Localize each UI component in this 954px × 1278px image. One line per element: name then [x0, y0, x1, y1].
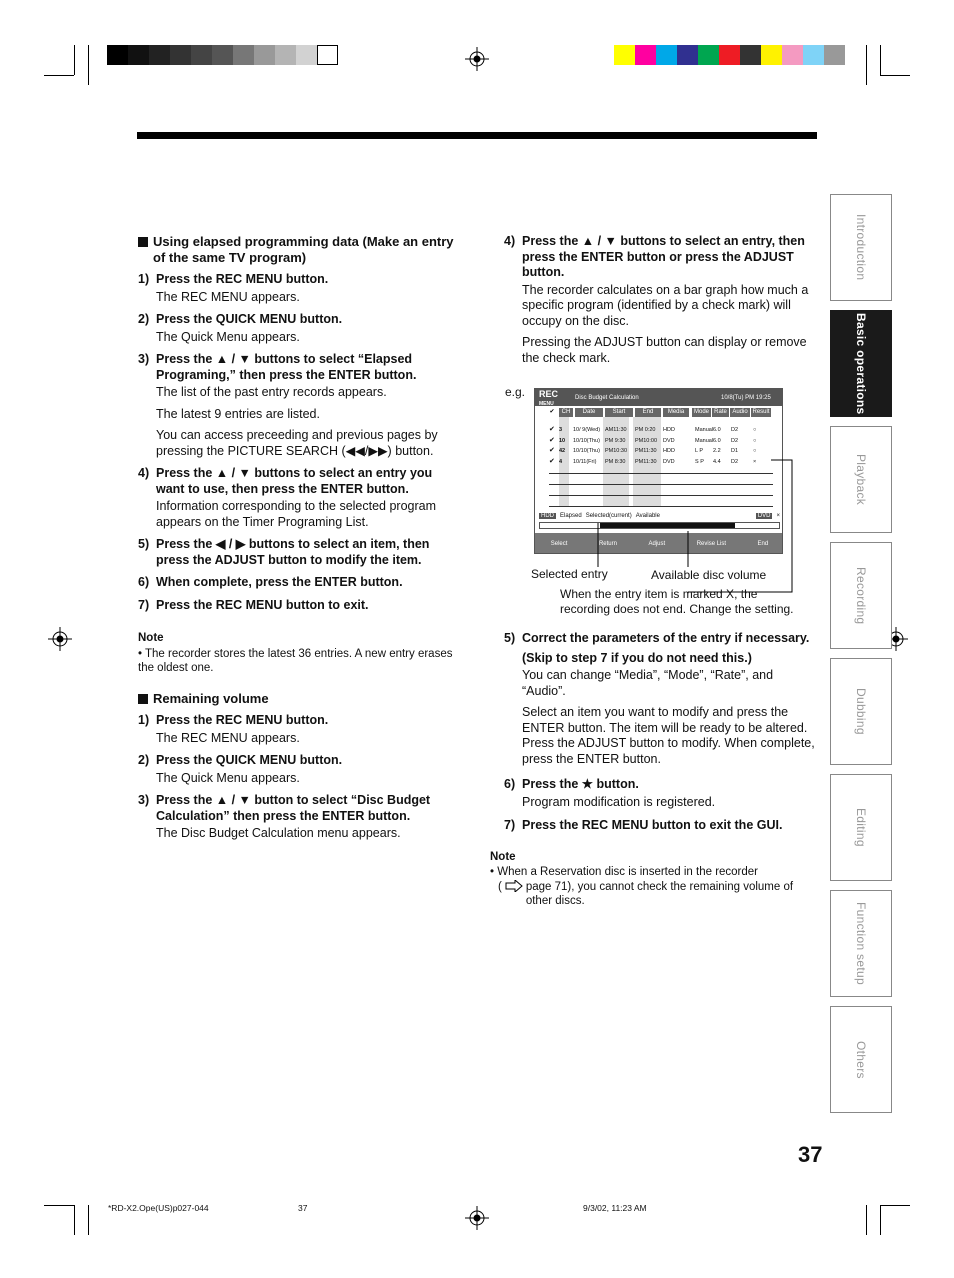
- screen-cell: L P: [695, 448, 704, 454]
- registration-mark-icon: [465, 1206, 489, 1230]
- crop-mark: [880, 1205, 881, 1235]
- screen-cell: PM 0:20: [635, 427, 656, 433]
- screen-cell: PM 9:30: [605, 437, 626, 444]
- crop-mark: [88, 1205, 89, 1235]
- color-swatch: [191, 45, 212, 65]
- check-icon: ✔: [549, 426, 555, 433]
- tab-editing[interactable]: Editing: [830, 774, 892, 881]
- screen-cell: PM 8:30: [605, 458, 626, 465]
- color-swatch: [740, 45, 761, 65]
- rec-menu-logo: REC MENU: [539, 389, 559, 407]
- step-4: 4) Press the ▲ / ▼ buttons to select an entry, then press the ENTER button or press the ADJUST button.: [504, 234, 805, 279]
- footer-page: 37: [298, 1203, 308, 1213]
- step-list: [138, 272, 463, 613]
- screen-cell: D2: [731, 437, 739, 444]
- step-item: 3) Press the ▲ / ▼ buttons to select “Elapsed Programing,” then press the ENTER button. The list of the past entry records appears. The latest 9 entries are listed. You can access preceeding and previous pages by pressing the PICTURE SEARCH (◀◀/▶▶) button.: [138, 352, 438, 458]
- screen-cell: 6.0: [713, 437, 721, 444]
- screen-cell: ×: [753, 458, 757, 465]
- screen-cell: PM10:30: [605, 448, 628, 454]
- note-heading: Note: [138, 632, 164, 644]
- color-swatch: [233, 45, 254, 65]
- screen-cell: DVD: [663, 437, 675, 444]
- step-item: 2) Press the QUICK MENU button. The Quick Menu appears.: [138, 312, 343, 344]
- step-body: Pressing the ADJUST button can display or remove the check mark.: [522, 335, 807, 365]
- screen-title: Disc Budget Calculation: [575, 395, 639, 401]
- screen-cell: 10/11(Fri): [573, 458, 597, 465]
- color-swatch: [656, 45, 677, 65]
- screen-cell: 10/10(Thu): [573, 448, 600, 454]
- screen-column-header: Audio: [730, 408, 750, 417]
- screen-cell: PM11:30: [635, 448, 657, 454]
- color-swatch: [677, 45, 698, 65]
- crop-mark: [74, 45, 75, 75]
- screen-cell: D2: [731, 458, 739, 465]
- bullet-square-icon: [138, 694, 148, 704]
- color-swatch: [275, 45, 296, 65]
- crop-mark: [880, 1205, 910, 1206]
- crop-mark: [880, 45, 881, 75]
- screen-cell: 42: [559, 448, 566, 454]
- screen-cell: 10: [559, 437, 566, 444]
- example-label: e.g.: [505, 385, 526, 399]
- screen-cell: PM10:00: [635, 437, 658, 444]
- note-text: • The recorder stores the latest 36 entries. A new entry erases the oldest one.: [138, 647, 453, 674]
- screen-button-end: End: [757, 541, 769, 547]
- step-5: 5) Correct the parameters of the entry if necessary.: [504, 631, 810, 645]
- color-swatch: [296, 45, 317, 65]
- color-swatch: [614, 45, 635, 65]
- registration-mark-icon: [48, 627, 72, 651]
- step-7: 7) Press the REC MENU button to exit the GUI.: [504, 818, 783, 832]
- screen-column-header: Media: [663, 408, 689, 417]
- section-heading: Remaining volume: [138, 691, 463, 707]
- step-item: 5) Press the ◀ / ▶ buttons to select an item, then press the ADJUST button to modify the item.: [138, 537, 430, 567]
- star-icon: ★: [581, 777, 593, 791]
- screen-cell: 10/10(Thu): [573, 437, 600, 444]
- screen-cell: D1: [731, 448, 739, 454]
- note-text: • When a Reservation disc is inserted in the recorder: [490, 866, 759, 878]
- bullet-square-icon: [138, 237, 148, 247]
- step-item: 2) Press the QUICK MENU button. The Quick Menu appears.: [138, 753, 343, 785]
- note-block: Note • When a Reservation disc is inserted in the recorder ( page 71), you cannot check the remaining volume of other discs.: [490, 850, 820, 909]
- screen-cell: Manual: [695, 427, 714, 433]
- tab-recording[interactable]: Recording: [830, 542, 892, 649]
- color-swatch: [128, 45, 149, 65]
- note-heading: Note: [490, 850, 516, 863]
- screen-column-header: CH: [559, 408, 573, 417]
- screen-button-return: Return: [598, 541, 617, 547]
- step-body: The recorder calculates on a bar graph how much a specific program (identified by a check mark) will occupy on the disc.: [522, 282, 809, 328]
- screen-cell: ○: [753, 427, 757, 433]
- page-arrow-icon: [505, 880, 523, 892]
- step-item: 1) Press the REC MENU button. The REC MENU appears.: [138, 272, 329, 304]
- screen-cell: S P: [695, 458, 704, 465]
- screen-cell: HDD: [663, 427, 675, 433]
- screen-title-bar: [535, 389, 783, 406]
- screen-cell: 4: [559, 458, 563, 465]
- registration-mark-icon: [465, 47, 489, 71]
- right-column-lower: 5) Correct the parameters of the entry if necessary. (Skip to step 7 if you do not need this.) You can change “Media”, “Mode”, “Rate”, and “Audio”. Select an item you want to modify and press the ENTER button. The item will be ready to be altered. Press the ADJUST button to modify. When complete, press the ENTER button. 6) Press the ★ button. Program modification is registered. 7) Press the REC MENU button to exit the GUI. Note • When a Reservation disc is inserted in the recorder ( page 71), you cannot check the remaining volume of other discs.: [504, 631, 820, 909]
- tab-introduction[interactable]: Introduction: [830, 194, 892, 301]
- step-6: 6) Press the ★ button.: [504, 777, 639, 791]
- step-item: 4) Press the ▲ / ▼ buttons to select an entry you want to use, then press the ENTER button. Information corresponding to the selected program appears on the Timer Programing List.: [138, 466, 437, 529]
- color-swatch: [107, 45, 128, 65]
- screen-column-header: Rate: [712, 408, 729, 417]
- callout-x-mark: When the entry item is marked X, the recording does not end. Change the setting.: [560, 587, 794, 616]
- screen-column-header: Date: [575, 408, 603, 417]
- screen-datetime: 10/8(Tu) PM 19:25: [721, 395, 771, 401]
- check-icon: ✔: [549, 457, 555, 465]
- crop-mark: [866, 45, 867, 85]
- crop-mark: [880, 75, 910, 76]
- callout-available-volume: Available disc volume: [651, 568, 767, 582]
- screen-button-adjust: Adjust: [648, 541, 666, 547]
- screen-column-header: End: [635, 408, 661, 417]
- tab-function-setup[interactable]: Function setup: [830, 890, 892, 997]
- screen-button-select: Select: [550, 541, 568, 547]
- color-swatch: [317, 45, 338, 65]
- crop-mark: [44, 1205, 74, 1206]
- step-item: 1) Press the REC MENU button. The REC MENU appears.: [138, 713, 329, 745]
- left-column: [138, 234, 463, 842]
- tab-others[interactable]: Others: [830, 1006, 892, 1113]
- screen-cell: AM11:30: [605, 427, 627, 433]
- footer-filename: *RD-X2.Ope(US)p027-044: [108, 1203, 209, 1213]
- check-icon: ✔: [549, 436, 555, 444]
- step-item: 6) When complete, press the ENTER button.: [138, 575, 403, 589]
- callout-selected-entry: Selected entry: [531, 567, 608, 581]
- footer-date: 9/3/02, 11:23 AM: [583, 1203, 647, 1213]
- color-swatch: [254, 45, 275, 65]
- color-swatch: [719, 45, 740, 65]
- screen-legend: HDD Elapsed Selected(current) Available DVD ×: [541, 513, 780, 519]
- color-swatch: [803, 45, 824, 65]
- color-swatch: [761, 45, 782, 65]
- header-rule: [137, 132, 817, 139]
- tab-dubbing[interactable]: Dubbing: [830, 658, 892, 765]
- tab-playback[interactable]: Playback: [830, 426, 892, 533]
- right-column: [504, 234, 820, 366]
- crop-mark: [44, 75, 74, 76]
- screen-column-header: Result: [752, 409, 770, 415]
- crop-mark: [74, 1205, 75, 1235]
- color-swatch: [170, 45, 191, 65]
- note-block: [138, 631, 463, 676]
- screen-cell: 6.0: [713, 427, 721, 433]
- screen-cell: 10/ 9(Wed): [573, 427, 601, 433]
- section-heading: Using elapsed programming data (Make an entry of the same TV program): [138, 234, 463, 265]
- color-swatch: [698, 45, 719, 65]
- screen-cell: DVD: [663, 458, 675, 465]
- step-list: [138, 713, 463, 842]
- step-item: 7) Press the REC MENU button to exit.: [138, 597, 369, 612]
- screen-cell: 2.2: [713, 448, 721, 454]
- screen-cell: ○: [753, 437, 757, 444]
- check-icon: ✔: [549, 409, 555, 415]
- color-swatch: [824, 45, 845, 65]
- color-swatch: [212, 45, 233, 65]
- tab-basic-operations[interactable]: Basic operations: [830, 310, 892, 417]
- screen-button-revise-list: Revise List: [696, 541, 727, 547]
- crop-mark: [88, 45, 89, 85]
- screen-cell: 3: [559, 427, 563, 433]
- check-icon: ✔: [549, 447, 555, 454]
- step-item: 3) Press the ▲ / ▼ button to select “Disc Budget Calculation” then press the ENTER button. The Disc Budget Calculation menu appears.: [138, 793, 431, 840]
- screen-cell: Manual: [695, 437, 714, 444]
- crop-mark: [866, 1205, 867, 1235]
- screen-cell: 4.4: [713, 458, 721, 465]
- screen-cell: PM11:30: [635, 458, 657, 465]
- page-number: 37: [798, 1142, 823, 1167]
- screen-cell: ○: [753, 448, 757, 454]
- screen-column-header: Mode: [693, 409, 709, 415]
- color-swatch: [782, 45, 803, 65]
- screen-cell: HDD: [663, 448, 675, 454]
- screen-cell: D2: [731, 427, 739, 433]
- color-swatch: [635, 45, 656, 65]
- screen-column-header: Start: [605, 408, 633, 417]
- color-swatch: [149, 45, 170, 65]
